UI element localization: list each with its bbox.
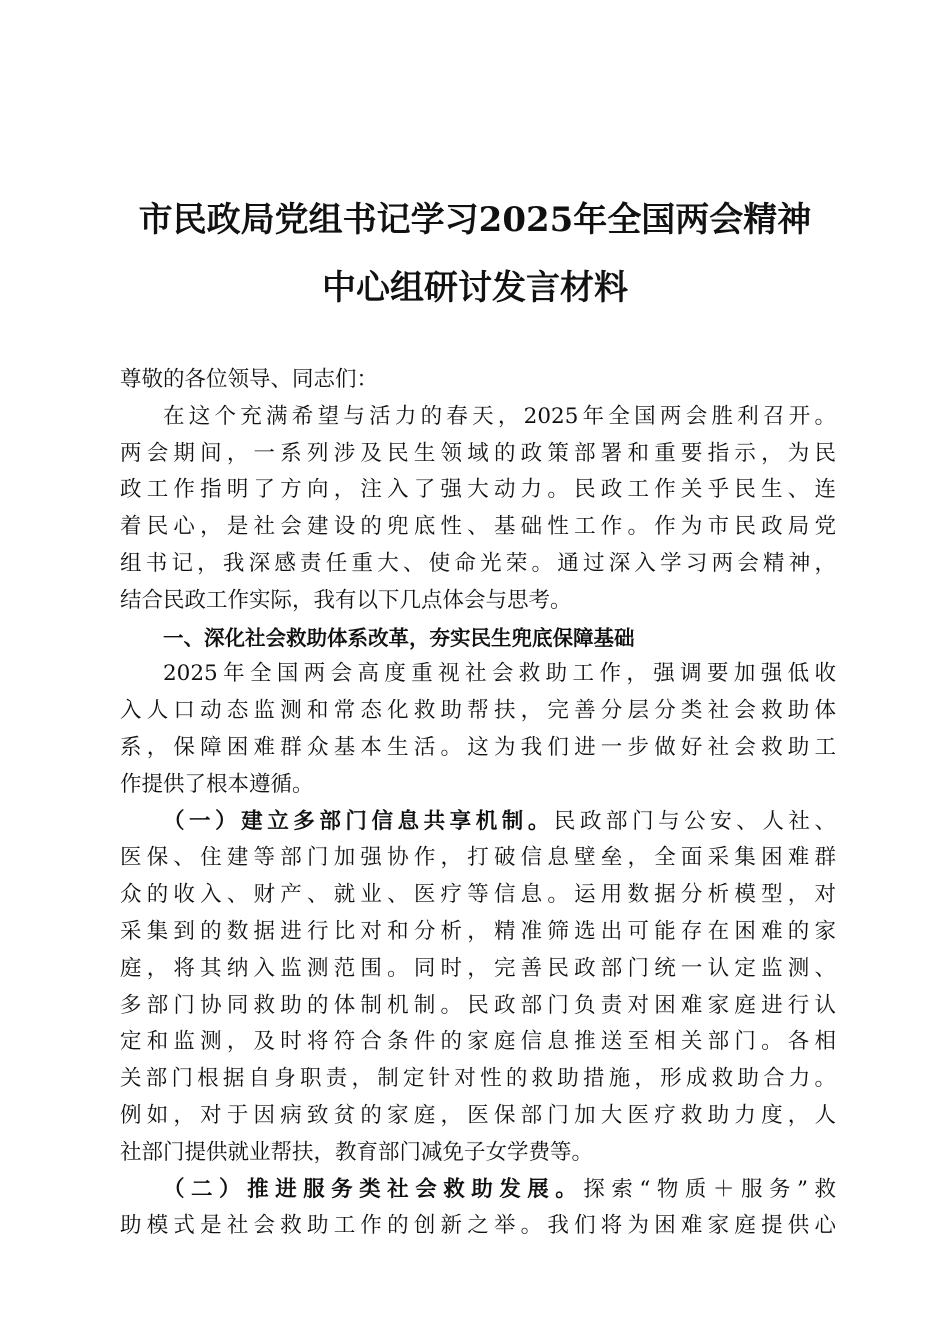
intro-line: 两会期间，一系列涉及民生领域的政策部署和重要指示，为民 [120,440,836,466]
subsection-1-first-line [120,804,836,841]
subsection-1-line: 庭，将其纳入监测范围。同时，完善民政部门统一认定监测、 [120,955,836,981]
subsection-1-line: 众的收入、财产、就业、医疗等信息。运用数据分析模型，对 [120,882,836,908]
subsection-1-line: 关部门根据自身职责，制定针对性的救助措施，形成救助合力。 [120,1066,836,1092]
intro-line: 在这个充满希望与活力的春天，2025年全国两会胜利召开。 [163,403,836,429]
intro-line: 政工作指明了方向，注入了强大动力。民政工作关乎民生、连 [120,477,836,503]
section1-line: 作提供了根本遵循。 [120,771,314,797]
section1-line: 入人口动态监测和常态化救助帮扶，完善分层分类社会救助体 [120,698,836,724]
intro-line: 着民心，是社会建设的兜底性、基础性工作。作为市民政局党 [120,514,836,540]
subsection-2-first-line [120,1172,836,1209]
section1-line: 2025年全国两会高度重视社会救助工作，强调要加强低收 [163,661,836,687]
salutation: 尊敬的各位领导、同志们： [120,367,379,392]
subsection-2-line: 助模式是社会救助工作的创新之举。我们将为困难家庭提供心 [120,1213,836,1239]
subsection-2-first-rest: 探索“物质＋服务”救 [583,1176,836,1202]
document-title-line-2: 中心组研讨发言材料 [322,268,628,308]
subsection-1-line: 例如，对于因病致贫的家庭，医保部门加大医疗救助力度，人 [120,1102,836,1128]
subsection-1-line: 定和监测，及时将符合条件的家庭信息推送至相关部门。各相 [120,1029,836,1055]
subsection-1-line: 多部门协同救助的体制机制。民政部门负责对困难家庭进行认 [120,992,836,1018]
section1-line: 系，保障困难群众基本生活。这为我们进一步做好社会救助工 [120,734,836,760]
subsection-1-line: 采集到的数据进行比对和分析，精准筛选出可能存在困难的家 [120,918,836,944]
section-heading-1: 一、深化社会救助体系改革，夯实民生兜底保障基础 [163,625,635,650]
subsection-2-lead: （二）推进服务类社会救助发展。 [163,1176,584,1202]
subsection-1-lead: （一）建立多部门信息共享机制。 [163,808,554,834]
subsection-1-line: 社部门提供就业帮扶，教育部门减免子女学费等。 [120,1139,594,1165]
document-title-line-1: 市民政局党组书记学习2025年全国两会精神 [138,200,812,240]
intro-line: 结合民政工作实际，我有以下几点体会与思考。 [120,587,572,613]
document-body [120,362,836,1245]
intro-line: 组书记，我深感责任重大、使命光荣。通过深入学习两会精神， [120,550,836,576]
subsection-1-first-rest: 民政部门与公安、人社、 [553,808,836,834]
subsection-1-line: 医保、住建等部门加强协作，打破信息壁垒，全面采集困难群 [120,845,836,871]
